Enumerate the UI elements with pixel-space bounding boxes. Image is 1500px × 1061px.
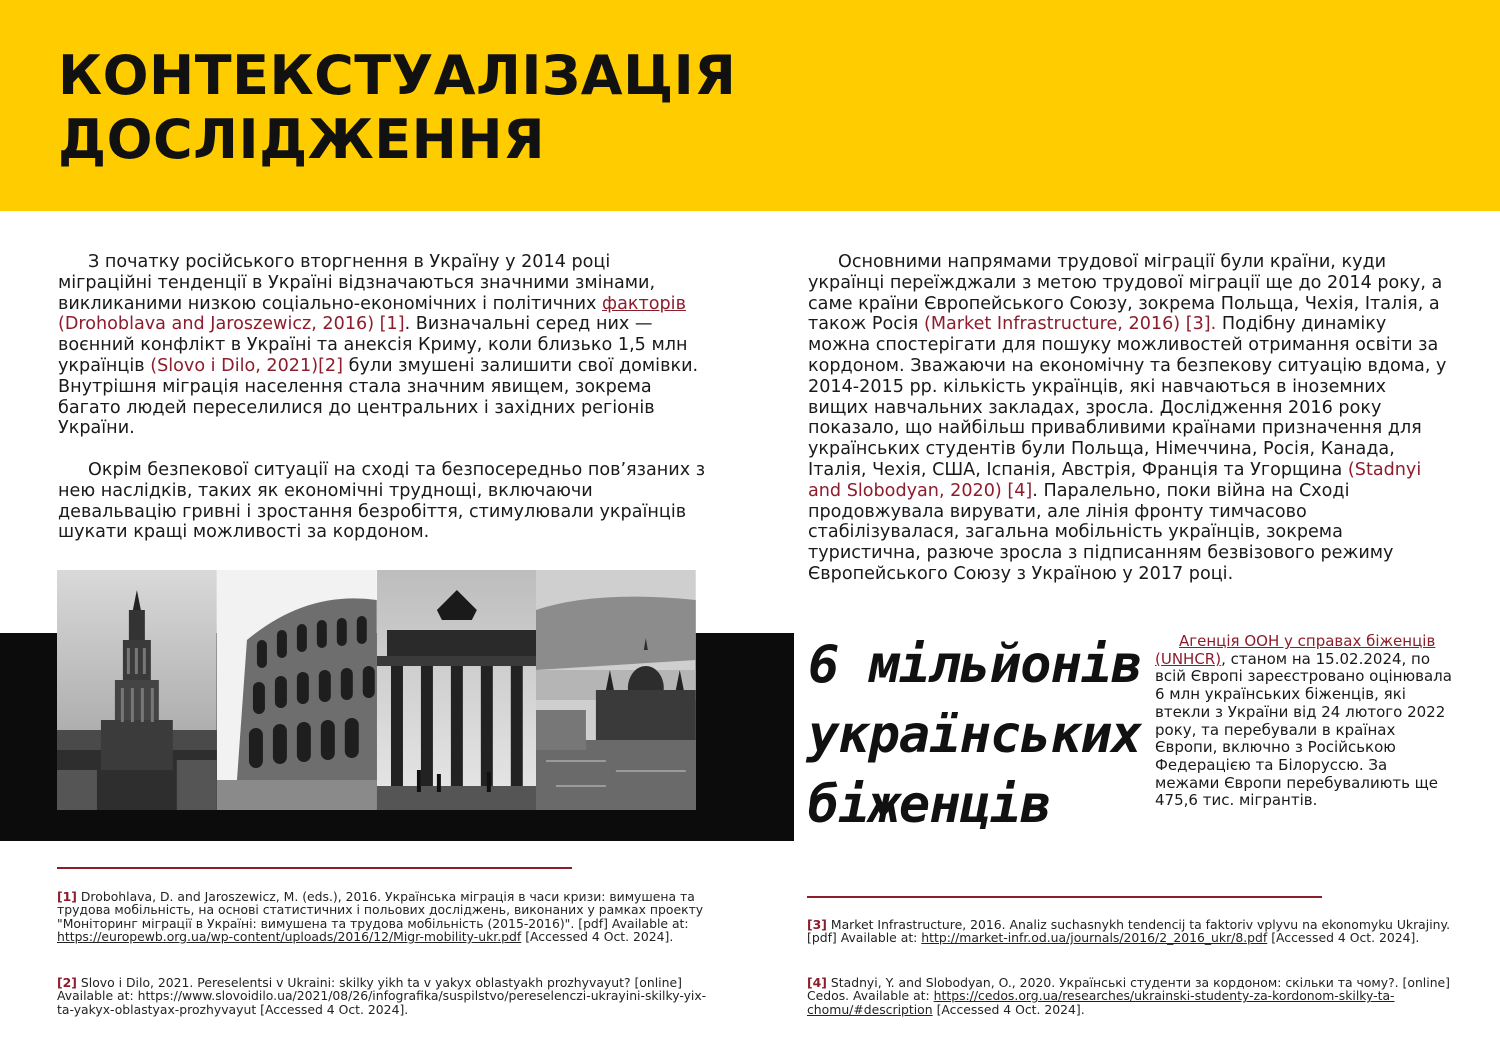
footnote-4-accessed: [Accessed 4 Oct. 2024]. bbox=[932, 1001, 1085, 1017]
footnote-1-text: Drobohlava, D. and Jaroszewicz, M. (eds.), 2016. Українська міграція в часи кризи: вимушена та трудова мобільність, на основі статистичних і польових досліджень, виконаних у рамках проекту "Моніторинг міграції в Україні: вимушена та трудова мобільність (2015-2016)". [pdf] Available at: bbox=[57, 889, 704, 931]
footnote-4 bbox=[807, 976, 1457, 1016]
title-line-2: ДОСЛІДЖЕННЯ bbox=[58, 108, 546, 171]
footnote-1-accessed: [Accessed 4 Oct. 2024]. bbox=[521, 929, 674, 945]
footnote-rule-right bbox=[807, 896, 1322, 898]
highlight-line-3: біженців bbox=[808, 775, 1051, 835]
footnote-3-text: Market Infrastructure, 2016. Analiz suchasnykh tendencij ta faktoriv vplyvu na ekonomyku Ukrajiny. [pdf] Available at: bbox=[807, 917, 1451, 946]
footnote-2-number: [2] bbox=[57, 975, 77, 990]
unhcr-paragraph bbox=[1155, 633, 1455, 810]
footnote-1-link[interactable]: https://europewb.org.ua/wp-content/uploads/2016/12/Migr-mobility-ukr.pdf bbox=[57, 929, 522, 945]
footnote-2-text: Slovo i Dilo, 2021. Pereselentsi v Ukraini: skilky yikh ta v yakyx oblastyakh prozhyvayut? [online] Available at: https://www.slovoidilo.ua/2021/08/26/infografika/suspilstvo/pereselenczi-ukrayini-skilky-yix-ta-yakyx-oblastyax-prozhyvayut [Accessed 4 Oct. 2024]. bbox=[57, 975, 707, 1017]
footnote-1-number: [1] bbox=[57, 889, 77, 904]
footnote-3-number: [3] bbox=[807, 917, 827, 932]
refugees-highlight bbox=[808, 630, 1141, 840]
unhcr-link[interactable]: Агенція ООН у справах біженців (UNHCR) bbox=[1155, 632, 1436, 668]
footnote-4-text: Stadnyi, Y. and Slobodyan, O., 2020. Українські студенти за кордоном: скільки та чому?. [online] Cedos. Available at: bbox=[807, 975, 1450, 1004]
right-p-text-b: Подібну динаміку можна спостерігати для пошуку можливостей отримання освіти за кордоном. Зважаючи на економічну та безпекову ситуацію вдома, у 2014-2015 рр. кількість українців, які навчаються в іноземних вищих навчальних закладах, зросла. Дослідження 2016 року показало, що найбільш привабливими країнами призначення для українських студентів були Польща, Німеччина, Росія, Канада, Італія, Чехія, США, Іспанія, Австрія, Франція та Угорщина bbox=[808, 314, 1447, 480]
left-paragraph-2: Окрім безпекової ситуації на сході та безпосередньо пов’язаних з нею наслідків, таких як економічні труднощі, включаючи девальвацію гривні і зростання безробіття, стимулювали українців шукати кращі можливості за кордоном. bbox=[58, 460, 706, 543]
header-banner bbox=[0, 0, 1500, 211]
footnote-3-link[interactable]: http://market-infr.od.ua/journals/2016/2_2016_ukr/8.pdf bbox=[921, 930, 1268, 946]
citation-1[interactable]: (Drohoblava and Jaroszewicz, 2016) [1] bbox=[58, 314, 405, 335]
budapest-parliament-photo bbox=[536, 570, 696, 810]
left-p1-text-a: З початку російського вторгнення в Україну у 2014 році міграційні тенденції в Україні відзначаються значними змінами, викликаними низкою соціально-економічних і політичних bbox=[58, 252, 656, 314]
left-paragraph-1 bbox=[58, 252, 708, 439]
highlight-line-2: українських bbox=[808, 705, 1142, 765]
footnote-1 bbox=[57, 890, 717, 944]
photo-collage bbox=[57, 570, 696, 810]
citation-2[interactable]: (Slovo i Dilo, 2021)[2] bbox=[150, 355, 343, 376]
footnote-4-link[interactable]: https://cedos.org.ua/researches/ukrainski-studenty-za-kordonom-skilky-ta-chomu/#description bbox=[807, 988, 1395, 1017]
highlight-line-1: 6 мільйонів bbox=[808, 635, 1142, 695]
warsaw-palace-photo bbox=[57, 570, 217, 810]
footnote-4-number: [4] bbox=[807, 975, 827, 990]
footnote-3 bbox=[807, 918, 1457, 945]
footnote-rule-left bbox=[57, 867, 572, 869]
unhcr-text: , станом на 15.02.2024, по всій Європі зареєстровано оцінювала 6 млн українських біженців, які втекли з України від 24 лютого 2022 року, та перебували в країнах Європи, включно з Російською Федерацією та Білоруссю. За межами Європи перебувалиють ще 475,6 тис. мігрантів. bbox=[1155, 649, 1452, 810]
right-p-text-a: Основними напрямами трудової міграції були країни, куди українці переїжджали з метою трудової міграції ще до 2014 року, а саме країни Європейського Союзу, зокрема Польща, Чехія, Італія, а також Росія bbox=[808, 252, 1443, 335]
title-line-1: КОНТЕКСТУАЛІЗАЦІЯ bbox=[58, 44, 737, 107]
brandenburg-gate-photo bbox=[377, 570, 537, 810]
left-p1-text-c: були змушені залишити свої домівки. Внутрішня міграція населення стала значним явищем, зокрема багато людей переселилися до центральних і західних регіонів України. bbox=[58, 355, 699, 439]
factors-link[interactable]: факторів bbox=[602, 293, 686, 314]
right-paragraph bbox=[808, 252, 1448, 585]
left-p1-text-b: . Визначальні серед них — воєнний конфлікт в Україні та анексія Криму, коли близько 1,5 млн українців bbox=[58, 314, 688, 376]
footnote-2 bbox=[57, 976, 717, 1016]
right-p-text-c: . Паралельно, поки війна на Сході продовжувала вирувати, але лінія фронту тимчасово стабілізувалася, загальна мобільність українців, зокрема туристична, разюче зросла з підписанням безвізового режиму Європейського Союзу з Україною у 2017 році. bbox=[808, 480, 1394, 584]
citation-3[interactable]: (Market Infrastructure, 2016) [3]. bbox=[923, 314, 1217, 335]
page-title bbox=[58, 44, 736, 172]
footnote-3-accessed: [Accessed 4 Oct. 2024]. bbox=[1267, 930, 1420, 946]
colosseum-photo bbox=[217, 570, 377, 810]
citation-4[interactable]: (Stadnyi and Slobodyan, 2020) [4] bbox=[808, 459, 1422, 501]
